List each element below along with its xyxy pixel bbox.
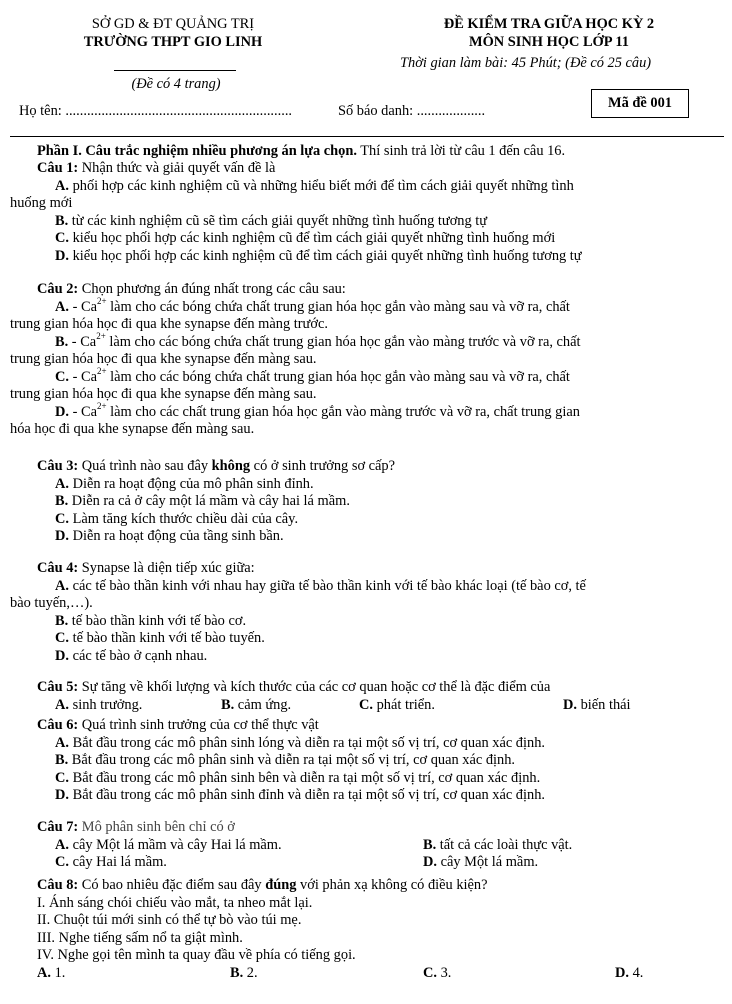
q5-option-c: C. phát triển. (359, 696, 435, 713)
q4-option-b: B. tế bào thần kinh với tế bào cơ. (55, 612, 247, 629)
exam-title: ĐỀ KIỂM TRA GIỮA HỌC KỲ 2 (443, 16, 655, 32)
q5-label: Câu 5: (37, 679, 79, 695)
q6-label: Câu 6: (37, 717, 79, 733)
student-id-field: Số báo danh: ................... (338, 103, 486, 119)
student-name-field: Họ tên: ............................................................... (19, 103, 293, 119)
q4-option-a: A. các tế bào thần kinh với nhau hay giữa tế bào thần kinh với tế bào khác loại (tế bào cơ, tế (55, 577, 586, 594)
q7-option-a: A. cây Một lá mầm và cây Hai lá mầm. (55, 836, 282, 853)
q2-option-d: D. - $Ca^{2+}$ làm cho các chất trung gian hóa học gắn vào màng trước và vỡ ra, chất trung gian (55, 400, 580, 420)
part1-title: Phần I. Câu trắc nghiệm nhiều phương án lựa chọn. (37, 143, 357, 159)
q2-option-d-cont: hóa học đi qua khe synapse đến màng sau. (10, 421, 255, 437)
q1-option-a-cont: huống mới (10, 195, 73, 211)
q4-text: Synapse là diện tiếp xúc giữa: (78, 560, 255, 576)
q7-option-d: D. cây Một lá mầm. (423, 854, 539, 870)
q3-label: Câu 3: (37, 458, 79, 474)
q4-option-c: C. tế bào thần kinh với tế bào tuyến. (55, 630, 265, 646)
question-5 (37, 679, 697, 714)
q8-statement-4: IV. Nghe gọi tên mình ta quay đầu về phía có tiếng gọi. (37, 947, 356, 963)
question-2 (10, 281, 697, 439)
question-7 (37, 819, 697, 872)
q3-option-b: B. Diễn ra cả ở cây một lá mầm và cây hai lá mầm. (55, 493, 350, 509)
q2-option-b-cont: trung gian hóa học đi qua khe synapse đến màng sau. (10, 351, 317, 367)
q1-text: Nhận thức và giải quyết vấn đề là (78, 160, 276, 176)
q1-label: Câu 1: (37, 160, 79, 176)
q8-option-d: D. 4. (615, 964, 644, 981)
q8-label: Câu 8: (37, 877, 79, 893)
question-8: Câu 8: Có bao nhiêu đặc điểm sau đây đúng với phản xạ không có điều kiện? I. Ánh sáng chói chiếu vào mắt, ta nheo mắt lại. II. Chuột túi mới sinh có thể tự bò vào túi mẹ. III. Nghe tiếng sấm nổ ta giật mình. IV. Nghe gọi tên mình ta quay đầu về phía có tiếng gọi. A. 1. B. 2. C. 3. D. 4. (37, 877, 697, 982)
q7-options-row1 (37, 837, 697, 855)
question-1 (10, 160, 697, 265)
part1-instruction: Thí sinh trả lời từ câu 1 đến câu 16. (356, 143, 566, 159)
q5-options (37, 697, 697, 715)
q4-option-a-cont: bào tuyến,…). (10, 595, 93, 611)
q4-option-d: D. các tế bào ở cạnh nhau. (55, 647, 208, 664)
q8-statement-3: III. Nghe tiếng sấm nổ ta giật mình. (37, 929, 243, 946)
q7-options-row2 (37, 854, 697, 872)
q1-option-b: B. từ các kinh nghiệm cũ sẽ tìm cách giải quyết những tình huống tương tự (55, 212, 488, 229)
header-left (38, 16, 308, 51)
question-3: Câu 3: Quá trình nào sau đây không có ở sinh trưởng sơ cấp? A. Diễn ra hoạt động của mô phân sinh đỉnh. B. Diễn ra cả ở cây một lá mầm và cây hai lá mầm. C. Làm tăng kích thước chiều dài của cây. D. Diễn ra hoạt động của tầng sinh bần. (37, 458, 697, 546)
q2-option-c-cont: trung gian hóa học đi qua khe synapse đến màng sau. (10, 386, 317, 402)
q8-statement-2: II. Chuột túi mới sinh có thể tự bò vào túi mẹ. (37, 912, 302, 928)
question-6 (37, 717, 697, 805)
exam-code-box: Mã đề 001 (591, 89, 689, 118)
q7-option-c: C. cây Hai lá mầm. (55, 854, 167, 870)
q4-label: Câu 4: (37, 560, 79, 576)
q3-option-d: D. Diễn ra hoạt động của tầng sinh bần. (55, 528, 284, 544)
header-right (384, 16, 714, 51)
school-name: TRƯỜNG THPT GIO LINH (83, 33, 263, 50)
q5-text: Sự tăng về khối lượng và kích thước của các cơ quan hoặc cơ thể là đặc điểm của (78, 679, 551, 695)
q2-option-a: A. - $Ca^{2+}$ làm cho các bóng chứa chất trung gian hóa học gắn vào màng sau và vỡ ra, chất (55, 295, 570, 315)
question-4 (10, 560, 697, 665)
q6-option-c: C. Bắt đầu trong các mô phân sinh bên và diễn ra tại một số vị trí, cơ quan xác định. (55, 769, 541, 786)
q5-option-b: B. cảm ứng. (221, 696, 292, 713)
header-left-rule (114, 70, 236, 71)
department-name: SỞ GD & ĐT QUẢNG TRỊ (91, 16, 255, 32)
q8-option-a: A. 1. (37, 964, 66, 981)
q6-option-d: D. Bắt đầu trong các mô phân sinh đỉnh và diễn ra tại một số vị trí, cơ quan xác định. (55, 787, 545, 803)
q7-label: Câu 7: (37, 819, 79, 835)
header-divider (10, 136, 724, 137)
q2-option-a-cont: trung gian hóa học đi qua khe synapse đến màng trước. (10, 316, 328, 332)
q6-text: Quá trình sinh trưởng của cơ thể thực vật (78, 717, 319, 733)
q8-option-b: B. 2. (230, 964, 258, 981)
q8-options (37, 965, 697, 983)
q8-statement-1: I. Ánh sáng chói chiếu vào mắt, ta nheo mắt lại. (37, 894, 313, 911)
q1-option-d: D. kiểu học phối hợp các kinh nghiệm cũ để tìm cách giải quyết những tình huống tương tự (55, 247, 582, 264)
q6-option-b: B. Bắt đầu trong các mô phân sinh và diễn ra tại một số vị trí, cơ quan xác định. (55, 752, 516, 768)
q1-option-c: C. kiểu học phối hợp các kinh nghiệm cũ để tìm cách giải quyết những tình huống mới (55, 230, 556, 246)
q5-option-d: D. biến thái (563, 696, 631, 713)
q2-option-b: B. - $Ca^{2+}$ làm cho các bóng chứa chất trung gian hóa học gắn vào màng trước và vỡ ra, chất (55, 330, 581, 350)
q6-option-a: A. Bắt đầu trong các mô phân sinh lóng và diễn ra tại một số vị trí, cơ quan xác định. (55, 734, 545, 751)
q7-option-b: B. tất cả các loài thực vật. (423, 836, 573, 853)
subject-title: MÔN SINH HỌC LỚP 11 (469, 33, 629, 50)
q3-option-a: A. Diễn ra hoạt động của mô phân sinh đỉnh. (55, 475, 314, 492)
q2-label: Câu 2: (37, 281, 79, 297)
q2-option-c: C. - $Ca^{2+}$ làm cho các bóng chứa chất trung gian hóa học gắn vào màng sau và vỡ ra, chất (55, 365, 570, 385)
q5-option-a: A. sinh trưởng. (55, 696, 143, 713)
q1-option-a: A. phối hợp các kinh nghiệm cũ và những hiểu biết mới để tìm cách giải quyết những tình (55, 177, 574, 194)
q7-text: Mô phân sinh bên chỉ có ở (78, 819, 235, 835)
time-note: Thời gian làm bài: 45 Phút; (Đề có 25 câu) (400, 55, 652, 71)
part1-heading (37, 143, 697, 161)
q3-option-c: C. Làm tăng kích thước chiều dài của cây. (55, 510, 299, 527)
q8-option-c: C. 3. (423, 964, 452, 981)
pages-note: (Đề có 4 trang) (131, 76, 221, 92)
q2-text: Chọn phương án đúng nhất trong các câu sau: (78, 281, 346, 297)
